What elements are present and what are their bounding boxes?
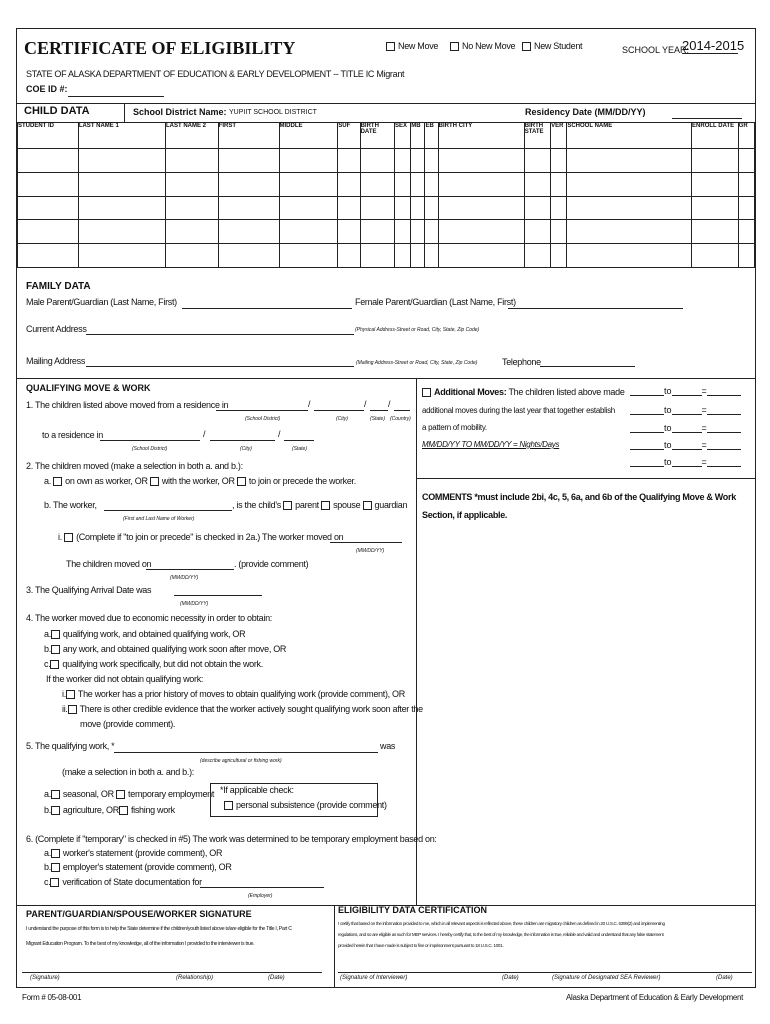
arrival-date-field[interactable] — [174, 595, 262, 596]
signature-statement: I understand the purpose of this form is to help the State determine if the children/youth listed above is/are eligible for the Title I, Part C — [26, 926, 292, 932]
q1-district-field[interactable] — [216, 410, 308, 411]
coe-id-field[interactable] — [68, 96, 164, 97]
residency-date-label: Residency Date (MM/DD/YY) — [525, 107, 646, 117]
hint-district: (School District) — [245, 416, 281, 422]
q5a-row: a. seasonal, OR temporary employment — [44, 789, 215, 799]
female-guardian-field[interactable] — [508, 308, 683, 309]
q6-text: 6. (Complete if "temporary" is checked in #5) The work was determined to be temporary employment based on: — [26, 834, 437, 844]
q1-state-field[interactable] — [370, 410, 388, 411]
additional-moves-format: MM/DD/YY TO MM/DD/YY = Nights/Days — [422, 440, 560, 449]
q1-city-field[interactable] — [314, 410, 364, 411]
q4b-checkbox[interactable] — [51, 645, 60, 654]
hint-district: (School District) — [132, 446, 168, 452]
female-guardian-label: Female Parent/Guardian (Last Name, First) — [355, 297, 516, 307]
q5-was: was — [380, 741, 396, 751]
q2b-rel-row: , is the child's parent spouse guardian — [232, 500, 408, 510]
col-birth-date: BIRTH DATE — [360, 123, 394, 149]
qualifying-work-field[interactable] — [114, 752, 378, 753]
subsistence-row: personal subsistence (provide comment) — [224, 800, 387, 810]
col-middle: MIDDLE — [279, 123, 338, 149]
col-eb: EB — [425, 123, 438, 149]
q4ii-b-text: move (provide comment). — [80, 719, 176, 729]
col-student-id: STUDENT ID — [18, 123, 79, 149]
q2-text: 2. The children moved (make a selection in both a. and b.): — [26, 461, 243, 471]
school-year-label: SCHOOL YEAR: — [622, 45, 690, 55]
seasonal-checkbox[interactable] — [51, 790, 60, 799]
col-last-name-1: LAST NAME 1 — [78, 123, 165, 149]
interviewer-label: (Signature of Interviewer) — [340, 975, 408, 981]
q1b-city-field[interactable] — [210, 440, 275, 441]
additional-move-row[interactable]: to = — [630, 457, 741, 467]
subsistence-if-label: *If applicable check: — [220, 785, 294, 795]
telephone-label: Telephone — [502, 357, 541, 367]
q4-if-text: If the worker did not obtain qualifying work: — [46, 674, 204, 684]
district-value[interactable]: YUPIIT SCHOOL DISTRICT — [229, 109, 317, 116]
employer-field[interactable] — [200, 887, 324, 888]
divider — [416, 378, 417, 905]
current-address-field[interactable] — [86, 334, 354, 335]
col-ver: VER — [551, 123, 567, 149]
q6b-checkbox[interactable] — [51, 863, 60, 872]
q4-text: 4. The worker moved due to economic necessity in order to obtain: — [26, 613, 272, 623]
certification-signature-line[interactable] — [338, 972, 752, 973]
male-guardian-field[interactable] — [182, 308, 352, 309]
q1-country-field[interactable] — [394, 410, 410, 411]
col-sex: SEX — [395, 123, 411, 149]
divider — [124, 103, 125, 122]
q4a-row: a. qualifying work, and obtained qualifying work, OR — [44, 629, 246, 639]
divider — [16, 103, 756, 104]
certification-text-1: I certify that based on the information provided to me, which in all relevant aspects is reflected above, these children are migratory children as defined in 20 U.S.C. 6399(2) and implementing — [338, 921, 665, 926]
col-suffix: SUF — [338, 123, 360, 149]
temporary-checkbox[interactable] — [116, 790, 125, 799]
form-title: CERTIFICATE OF ELIGIBILITY — [24, 38, 296, 58]
hint-state: (State) — [292, 446, 308, 452]
form-number: Form # 05-08-001 — [22, 993, 82, 1002]
col-school-name: SCHOOL NAME — [567, 123, 692, 149]
new-move-checkbox[interactable] — [386, 42, 395, 51]
family-data-heading: FAMILY DATA — [26, 281, 91, 292]
col-enroll-date: ENROLL DATE — [692, 123, 739, 149]
q4a-checkbox[interactable] — [51, 630, 60, 639]
q2a-row: a. on own as worker, OR with the worker, OR to join or precede the worker. — [44, 476, 356, 486]
hint-date: (MM/DD/YY) — [356, 548, 385, 554]
hint-date: (MM/DD/YY) — [180, 601, 209, 607]
agriculture-checkbox[interactable] — [51, 806, 60, 815]
comments-text-2: Section, if applicable. — [422, 510, 508, 520]
q1b-text: to a residence in — [42, 430, 103, 440]
new-student-checkbox[interactable] — [522, 42, 531, 51]
q2a-with-checkbox[interactable] — [150, 477, 159, 486]
certification-text-3: provided herein that I have made is subject to fine or imprisonment pursuant to 18 U.S.C. 1001. — [338, 943, 504, 948]
col-last-name-2: LAST NAME 2 — [165, 123, 218, 149]
mailing-address-hint: (Mailing Address-Street or Road, City, State, Zip Code) — [356, 360, 478, 366]
divider — [16, 378, 756, 379]
table-row[interactable] — [18, 149, 755, 173]
child-data-heading: CHILD DATA — [24, 105, 90, 117]
hint-city: (City) — [240, 446, 252, 452]
new-student-option[interactable]: New Student — [522, 41, 582, 51]
hint-date: (MM/DD/YY) — [170, 575, 199, 581]
no-new-move-option[interactable]: No New Move — [450, 41, 515, 51]
children-moved-date-field[interactable] — [146, 569, 234, 570]
no-new-move-checkbox[interactable] — [450, 42, 459, 51]
subsistence-checkbox[interactable] — [224, 801, 233, 810]
q4ii-row: ii. There is other credible evidence that the worker actively sought qualifying work soon after the — [62, 704, 423, 714]
q4b-row: b. any work, and obtained qualifying work soon after move, OR — [44, 644, 287, 654]
table-header-row — [18, 123, 755, 149]
table-row[interactable] — [18, 172, 755, 196]
worker-moved-date-field[interactable] — [330, 542, 402, 543]
col-birth-city: BIRTH CITY — [438, 123, 524, 149]
q4i-row: i. The worker has a prior history of moves to obtain qualifying work (provide comment), OR — [62, 689, 405, 699]
provide-comment: . (provide comment) — [234, 559, 309, 569]
comments-area[interactable] — [418, 524, 752, 902]
comments-heading: COMMENTS *must include 2bi, 4c, 5, 6a, and 6b of the Qualifying Move & Work — [422, 492, 736, 502]
q2a-own-checkbox[interactable] — [53, 477, 62, 486]
coe-id-label: COE ID #: — [26, 84, 68, 94]
col-mb: MB — [411, 123, 425, 149]
q4c-row: c. qualifying work specifically, but did not obtain the work. — [44, 659, 263, 669]
worker-name-field[interactable] — [104, 510, 232, 511]
q5b-row: b. agriculture, OR fishing work — [44, 805, 175, 815]
q6a-checkbox[interactable] — [51, 849, 60, 858]
hint-country: (Country) — [390, 416, 411, 422]
q5-text: 5. The qualifying work, * — [26, 741, 115, 751]
col-birth-state: BIRTH STATE — [524, 123, 550, 149]
employer-hint: (Employer) — [248, 893, 273, 899]
signature-heading: PARENT/GUARDIAN/SPOUSE/WORKER SIGNATURE — [26, 909, 252, 919]
form-page: CERTIFICATE OF ELIGIBILITY New Move No New Move New Student SCHOOL YEAR: 2014-2015 STATE OF ALASKA DEPARTMENT OF EDUCATION & EARLY DEVELOPMENT -- TITLE IC Migrant COE ID #: CHILD DATA School District Name: YUPIIT SCHOOL DISTRICT Residency Date (MM/DD/YY) STUDENT ID LAST NAME 1 LAST NAME 2 FIRST MIDDLE SUF BIRTH DATE SEX MB EB BIRTH CITY BIRTH STATE VER SCHOOL NAME ENROLL DATE GR FAMILY DATA Male Parent/Guardian (Last Name, First) Female Parent/Guardian (Last Name, First) Current Address (Physical Address-Street or Road, City, State, Zip Code) Mailing Address (Mailing Address-Street or Road, City, State, Zip Code) Telephone QUALIFYING MOVE & WORK 1. The children listed above moved from a residence in / / / (School District) (City) (State) (Country) to a residence in / / (School District) (City) (State) 2. The children moved (make a selection in both a. and b.): a. on own as worker, OR with the worker, OR to join or precede the worker. b. The worker, , is the child's parent spouse guardian (First and Last Name of Worker) i. (Complete if "to join or precede" is checked in 2a.) The worker moved on (MM/DD/YY) The children moved on . (provide comment) (MM/DD/YY) 3. The Qualifying Arrival Date was (MM/DD/YY) 4. The worker moved due to economic necessity in order to obtain: a. qualifying work, and obtained qualifying work, OR b. any work, and obtained qualifying work soon after move, OR c. qualifying work specifically, but did not obtain the work. If the worker did not obtain qualifying work: i. The worker has a prior history of moves to obtain qualifying work (provide comment), OR ii. There is other credible evidence that the worker actively sought qualifying work soon after the move (provide comment). 5. The qualifying work, * was (describe agricultural or fishing work) (make a selection in both a. and b.): a. seasonal, OR temporary employment b. agriculture, OR fishing work *If applicable check: personal subsistence (provide comment) 6. (Complete if "temporary" is checked in #5) The work was determined to be temporary employment based on: a. worker's statement (provide comment), OR b. employer's statement (provide comment), OR c. verification of State documentation for (Employer) Additional Moves: The children listed above made additional moves during the last year that together establish a pattern of mobility. MM/DD/YY TO MM/DD/YY = Nights/Days to = to = to = to = to = COMMENTS *must include 2bi, 4c, 5, 6a, and 6b of the Qualifying Move & Work Section, if applicable. PARENT/GUARDIAN/SPOUSE/WORKER SIGNATURE I understand the purpose of this form is to help the State determine if the children/youth listed above is/are eligible for the Title I, Part C Migrant Education Program. To the best of my knowledge, all of the information I provided to the interviewer is true. (Signature) (Relationship) (Date) ELIGIBILITY DATA CERTIFICATION I certify that based on the information provided to me, which in all relevant aspects is reflected above, these children are migratory children as defined in 20 U.S.C. 6399(2) and implementing regulations, and so are eligible as such for MEP services. I hereby certify that, to the best of my knowledge, the information is true, reliable and valid and understand that any false statement provided herein that I have made is subject to fine or imprisonment pursuant to 18 U.S.C. 1001. (Signature of Interviewer) (Date) (Signature of Designated SEA Reviewer) (Date) Form # 05-08-001 Alaska Department of Education & Early Development — [0, 0, 770, 1024]
q2b-text: b. The worker, — [44, 500, 97, 510]
q2i-b-text: The children moved on — [66, 559, 152, 569]
q6a-row: a. worker's statement (provide comment), OR — [44, 848, 223, 858]
guardian-checkbox[interactable] — [363, 501, 372, 510]
spouse-checkbox[interactable] — [321, 501, 330, 510]
q1b-state-field[interactable] — [284, 440, 314, 441]
q1b-district-field[interactable] — [100, 440, 200, 441]
residency-date-field[interactable] — [672, 118, 742, 119]
q4ii-checkbox[interactable] — [68, 705, 77, 714]
qualifying-move-heading: QUALIFYING MOVE & WORK — [26, 383, 151, 393]
new-move-option[interactable]: New Move — [386, 41, 438, 51]
q4i-checkbox[interactable] — [66, 690, 75, 699]
hint-city: (City) — [336, 416, 348, 422]
hint-state: (State) — [370, 416, 386, 422]
table-row[interactable] — [18, 244, 755, 268]
current-address-hint: (Physical Address-Street or Road, City, State, Zip Code) — [355, 327, 480, 333]
additional-move-row[interactable]: to = — [630, 405, 741, 415]
q2a-join-checkbox[interactable] — [237, 477, 246, 486]
col-grade: GR — [738, 123, 754, 149]
signature-line[interactable] — [22, 972, 322, 973]
sea-reviewer-label: (Signature of Designated SEA Reviewer) — [552, 975, 661, 981]
divider — [416, 478, 756, 479]
table-row[interactable] — [18, 220, 755, 244]
q2i-checkbox[interactable] — [64, 533, 73, 542]
q5-selection-text: (make a selection in both a. and b.): — [62, 767, 194, 777]
relationship-label: (Relationship) — [176, 975, 214, 981]
mailing-address-field[interactable] — [86, 366, 354, 367]
additional-moves-checkbox[interactable] — [422, 388, 431, 397]
q6c-row: c. verification of State documentation for — [44, 877, 202, 887]
certification-heading: ELIGIBILITY DATA CERTIFICATION — [338, 905, 487, 915]
q1-text: 1. The children listed above moved from a residence in — [26, 400, 229, 410]
signature-statement-2: Migrant Education Program. To the best of my knowledge, all of the information I provided to the interviewer is true. — [26, 941, 255, 947]
school-year-value[interactable]: 2014-2015 — [682, 38, 745, 53]
interviewer-date-label: (Date) — [502, 975, 519, 981]
sea-date-label: (Date) — [716, 975, 733, 981]
certification-text-2: regulations, and so are eligible as such for MEP services. I hereby certify that, to the best of my knowledge, the information is true, reliable and valid and understand that any false statement — [338, 932, 664, 937]
qualifying-work-hint: (describe agricultural or fishing work) — [200, 758, 282, 764]
q2i-row: i. (Complete if "to join or precede" is checked in 2a.) The worker moved on — [58, 532, 344, 542]
district-label: School District Name: — [133, 107, 227, 117]
q3-text: 3. The Qualifying Arrival Date was — [26, 585, 152, 595]
mailing-address-label: Mailing Address — [26, 356, 86, 366]
signature-date-label: (Date) — [268, 975, 285, 981]
parent-checkbox[interactable] — [283, 501, 292, 510]
additional-moves-text-2: a pattern of mobility. — [422, 423, 487, 432]
current-address-label: Current Address — [26, 324, 87, 334]
divider — [334, 905, 335, 988]
worker-name-hint: (First and Last Name of Worker) — [123, 516, 195, 522]
q4c-checkbox[interactable] — [50, 660, 59, 669]
additional-move-row[interactable]: to = — [630, 386, 741, 396]
additional-move-row[interactable]: to = — [630, 440, 741, 450]
additional-move-row[interactable]: to = — [630, 423, 741, 433]
additional-moves-text: additional moves during the last year that together establish — [422, 406, 615, 415]
table-row[interactable] — [18, 196, 755, 220]
department-line: STATE OF ALASKA DEPARTMENT OF EDUCATION & EARLY DEVELOPMENT -- TITLE IC Migrant — [26, 69, 405, 79]
fishing-checkbox[interactable] — [119, 806, 128, 815]
child-data-table — [17, 122, 755, 268]
col-first: FIRST — [218, 123, 279, 149]
q6c-checkbox[interactable] — [50, 878, 59, 887]
telephone-field[interactable] — [540, 366, 635, 367]
q6b-row: b. employer's statement (provide comment), OR — [44, 862, 232, 872]
additional-moves-title-row: Additional Moves: The children listed above made — [422, 387, 625, 397]
agency-name: Alaska Department of Education & Early Development — [566, 993, 744, 1002]
signature-label: (Signature) — [30, 975, 60, 981]
male-guardian-label: Male Parent/Guardian (Last Name, First) — [26, 297, 177, 307]
